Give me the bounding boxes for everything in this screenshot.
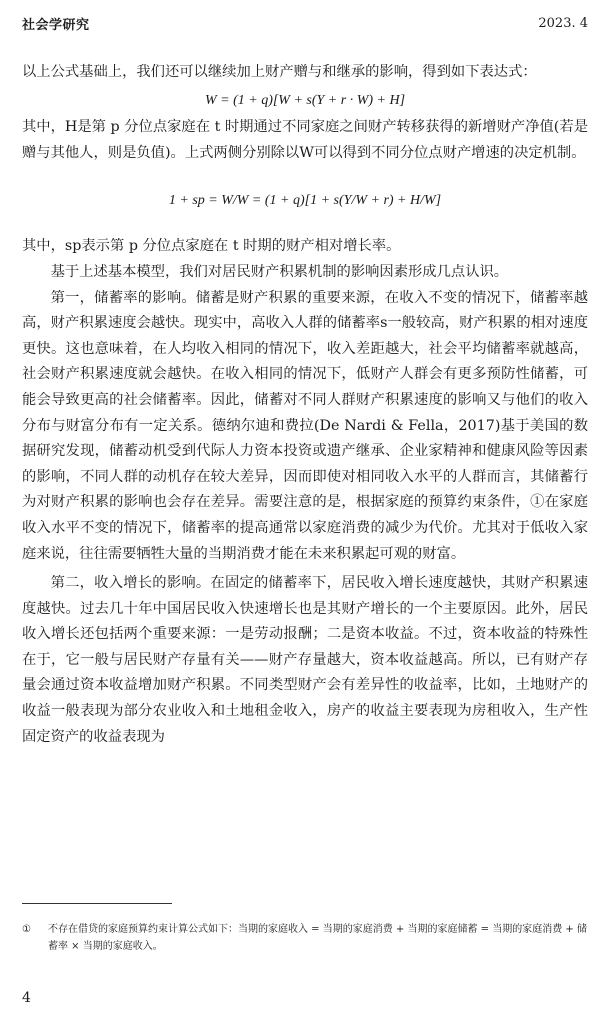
paragraph-saving-rate: 第一，储蓄率的影响。储蓄是财产积累的重要来源，在收入不变的情况下，储蓄率越高，财产积累速度会越快。现实中，高收入人群的储蓄率s一般较高，财产积累的相对速度更快。这也意味着，在人均收入相同的情况下，收入差距越大，社会平均储蓄率就越高，社会财产积累速度就会越快。在收入相同的情况下，低财产人群会有更多预防性储蓄，可能会导致更高的社会储蓄率。因此，储蓄对不同人群财产积累速度的影响又与他们的收入分布与财富分布有一定关系。德纳尔迪和费拉(De Nardi & Fella，2017)基于美国的数据研究发现，储蓄动机受到代际人力资本投资或遗产继承、企业家精神和健康风险等因素的影响，不同人群的动机存在较大差异，因而即使对相同收入水平的人群而言，其储蓄行为对财产积累的影响也会存在差异。需要注意的是，根据家庭的预算约束条件，①在家庭收入水平不变的情况下，储蓄率的提高通常以家庭消费的减少为代价。尤其对于低收入家庭来说，往往需要牺牲大量的当期消费才能在未来积累起可观的财富。 (22, 289, 588, 562)
equation-growth-rate (22, 168, 588, 232)
equation-growth-rate-text: 1 + sp = W/W = (1 + q)[1 + s(Y/W + r) + H/W] (168, 192, 442, 208)
paragraph-definition-h: 其中，H是第 p 分位点家庭在 t 时期通过不同家庭之间财产转移获得的新增财产净值(若是赠与其他人，则是负值)。上式两侧分别除以W可以得到不同分位点财产增速的决定机制。 (22, 119, 588, 161)
equation-wealth-transfer (22, 88, 588, 114)
paragraph-income-growth: 第二，收入增长的影响。在固定的储蓄率下，居民收入增长速度越快，其财产积累速度越快。过去几十年中国居民收入快速增长也是其财产增长的一个主要原因。此外，居民收入增长还包括两个重要来源：一是劳动报酬；二是资本收益。不过，资本收益的特殊性在于，它一般与居民财产存量有关——财产存量越大，资本收益越高。所以，已有财产存量会通过资本收益增加财产积累。不同类型财产会有差异性的收益率，比如，土地财产的收益一般表现为部分农业收入和土地租金收入，房产的收益主要表现为房租收入，生产性固定资产的收益表现为 (22, 575, 588, 745)
paragraph-overview: 基于上述基本模型，我们对居民财产积累机制的影响因素形成几点认识。 (50, 263, 509, 280)
running-header (22, 12, 588, 34)
footnote-text: 不存在借贷的家庭预算约束计算公式如下：当期的家庭收入 = 当期的家庭消费 + 当期的家庭储蓄 = 当期的家庭消费 + 储蓄率 × 当期的家庭收入。 (48, 924, 587, 952)
journal-title: 社会学研究 (22, 17, 90, 33)
footnote (22, 921, 588, 955)
paragraph-intro: 以上公式基础上，我们还可以继续加上财产赠与和继承的影响，得到如下表达式： (22, 64, 537, 80)
footnote-mark: ① (22, 924, 31, 935)
issue-number: 2023. 4 (538, 15, 588, 31)
footnote-divider (22, 903, 172, 904)
article-body (22, 60, 588, 750)
page-number: 4 (22, 990, 31, 1006)
equation-wealth-transfer-text: W = (1 + q)[W + s(Y + r · W) + H] (204, 92, 406, 108)
paragraph-definition-sp: 其中，sp表示第 p 分位点家庭在 t 时期的财产相对增长率。 (22, 238, 401, 255)
